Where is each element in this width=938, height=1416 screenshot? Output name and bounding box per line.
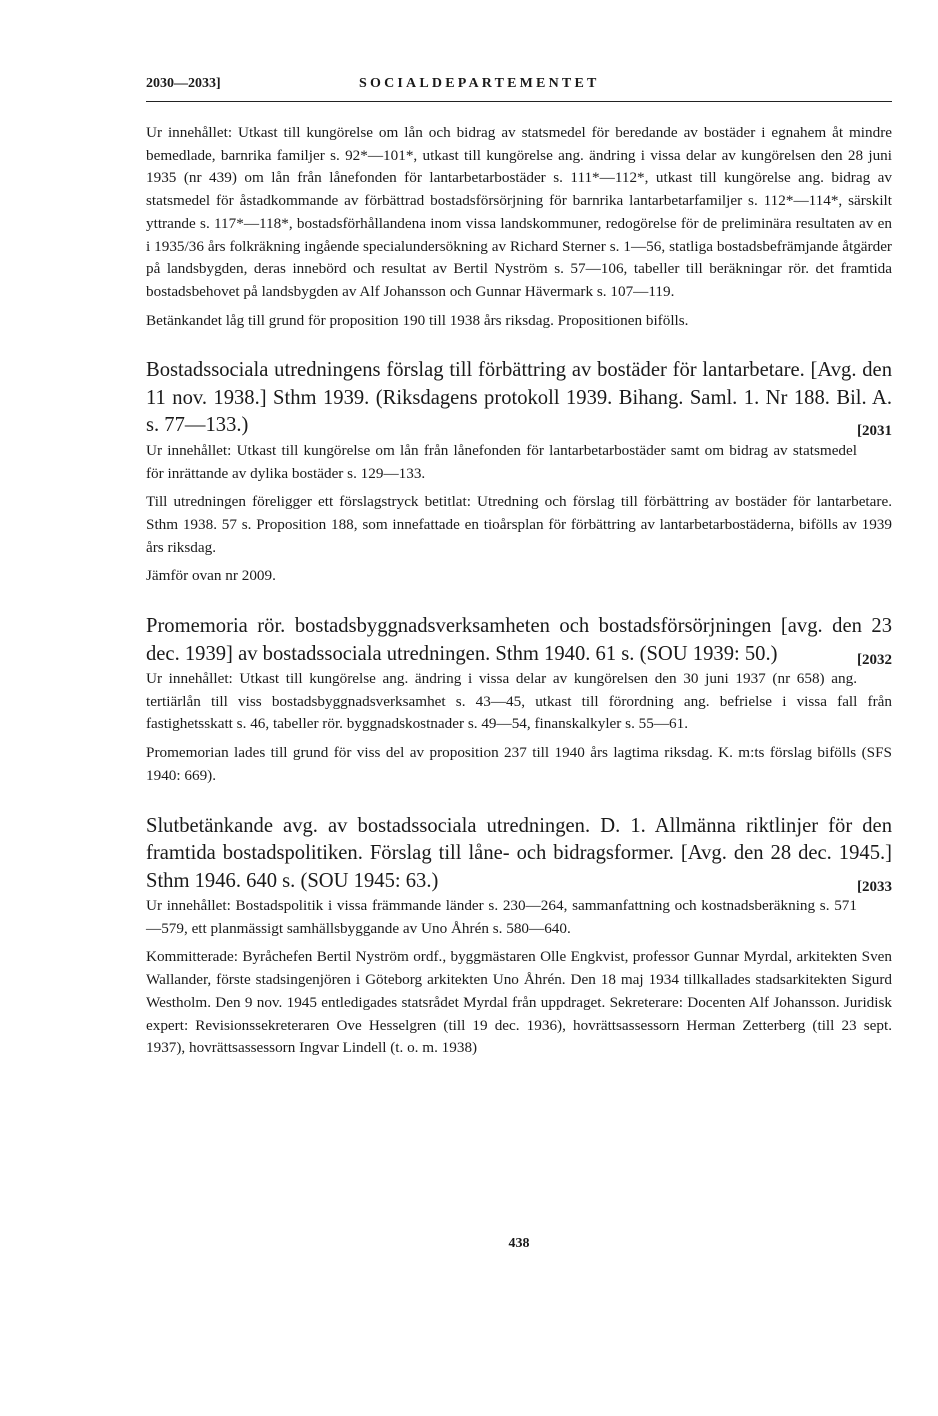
entry-2033-title-text: Slutbetänkande avg. av bostadssociala utredningen. D. 1. Allmänna riktlinjer för den framtida bostadspolitiken. Förslag till låne- och bidragsformer. [Avg. den 28 dec. 1945.] Sthm 1946. 640 s. (SOU 1945: 63.) [146, 814, 892, 892]
entry-2033-number: [2033 [857, 878, 892, 895]
entry-2032-note: Promemorian lades till grund för viss del av proposition 237 till 1940 års lagtima riksdag. K. m:ts förslag bifölls (SFS 1940: 669). [146, 744, 892, 784]
header-entry-range: 2030—2033] [146, 76, 221, 91]
entry-2031-title [146, 357, 892, 440]
entry-2031-crossref: Jämför ovan nr 2009. [146, 567, 276, 585]
entry-2031-title-text: Bostadssociala utredningens förslag till förbättring av bostäder för lantarbetare. [Avg. den 11 nov. 1938.] Sthm 1939. (Riksdagens protokoll 1939. Bihang. Saml. 1. Nr 188. Bil. A. s. 77—133.) [146, 359, 892, 437]
entry-2032-title [146, 613, 892, 668]
header-rule [146, 101, 892, 102]
entry-2031-number: [2031 [857, 423, 892, 440]
entry-2032-number: [2032 [857, 651, 892, 668]
page-content [146, 122, 892, 1060]
entry-2031-note: Till utredningen föreligger ett förslagstryck betitlat: Utredning och förslag till förbättring av bostäder för lantarbetare. Sthm 1938. 57 s. Proposition 188, som innefattade en tioårsplan för förbättring av lantarbetarbostäderna, bifölls av 1939 års riksdag. [146, 493, 892, 556]
entry-2032-contents: Ur innehållet: Utkast till kungörelse ang. ändring i vissa delar av kungörelsen den 30 juni 1937 (nr 658) ang. tertiärlån till viss bostadsbyggnadsverksamhet s. 43—45, utkast till förordning ang. befrielse i vissa fall från fastighetsskatt s. 46, tabeller rör. byggnadskostnader s. 49—54, finanskalkyler s. 55—61. [146, 670, 892, 733]
running-header [146, 72, 892, 96]
entry-2030-note: Betänkandet låg till grund för proposition 190 till 1938 års riksdag. Propositionen bifölls. [146, 311, 689, 329]
entry-2033-contents: Ur innehållet: Bostadspolitik i vissa främmande länder s. 230—264, sammanfattning och kostnadsberäkning s. 571—579, ett planmässigt samhällsbyggande av Uno Åhrén s. 580—640. [146, 897, 857, 937]
page-number: 438 [508, 1236, 530, 1251]
entry-2031-contents: Ur innehållet: Utkast till kungörelse om lån från lånefonden för lantarbetarbostäder samt om bidrag av statsmedel för inrättande av dylika bostäder s. 129—133. [146, 441, 857, 482]
entry-2032-title-text: Promemoria rör. bostadsbyggnadsverksamheten och bostadsförsörjningen [avg. den 23 dec. 1939] av bostadssociala utredningen. Sthm 1940. 61 s. (SOU 1939: 50.) [146, 615, 892, 665]
header-title: SOCIALDEPARTEMENTET [359, 76, 600, 91]
entry-2030-contents: Ur innehållet: Utkast till kungörelse om lån och bidrag av statsmedel för beredande av bostäder i egnahem åt mindre bemedlade, barnrika familjer s. 92*—101*, utkast till kungörelse ang. ändring i vissa delar av kungörelsen den 28 juni 1935 (nr 439) om lån från lånefonden för lantarbetarbostäder s. 111*—112*, utkast till kungörelse ang. bidrag av statsmedel för åstadkommande av förbättrad bostadsförsörjning för barnrika lantarbetarfamiljer s. 112*—114*, särskilt yttrande s. 117*—118*, bostadsförhållandena inom vissa landskommuner, redogörelse för de preliminära resultaten av en i 1935/36 års folkräkning ingående specialundersökning av Richard Sterner s. 1—56, statliga bostadsbefrämjande åtgärder på landsbygden, deras innebörd och resultat av Bertil Nyström s. 57—106, tabeller till beräkningar rör. det framtida bostadsbehovet på landsbygden av Alf Johansson och Gunnar Hävermark s. 107—119. [146, 124, 892, 300]
entry-2033-committee: Kommitterade: Byråchefen Bertil Nyström ordf., byggmästaren Olle Engkvist, professor Gunnar Myrdal, arkitekten Sven Wallander, förste stadsingenjören i Göteborg arkitekten Uno Åhrén. Den 18 maj 1934 tillkallades stadsarkitekten Sigurd Westholm. Den 9 nov. 1945 entledigades statsrådet Myrdal från uppdraget. Sekreterare: Docenten Alf Johansson. Juridisk expert: Revisionssekreteraren Ove Hesselgren (till 19 dec. 1936), hovrättsassessorn Herman Zetterberg (till 23 sept. 1937), hovrättsassessorn Ingvar Lindell (t. o. m. 1938) [146, 948, 892, 1057]
entry-2033-title [146, 813, 892, 896]
